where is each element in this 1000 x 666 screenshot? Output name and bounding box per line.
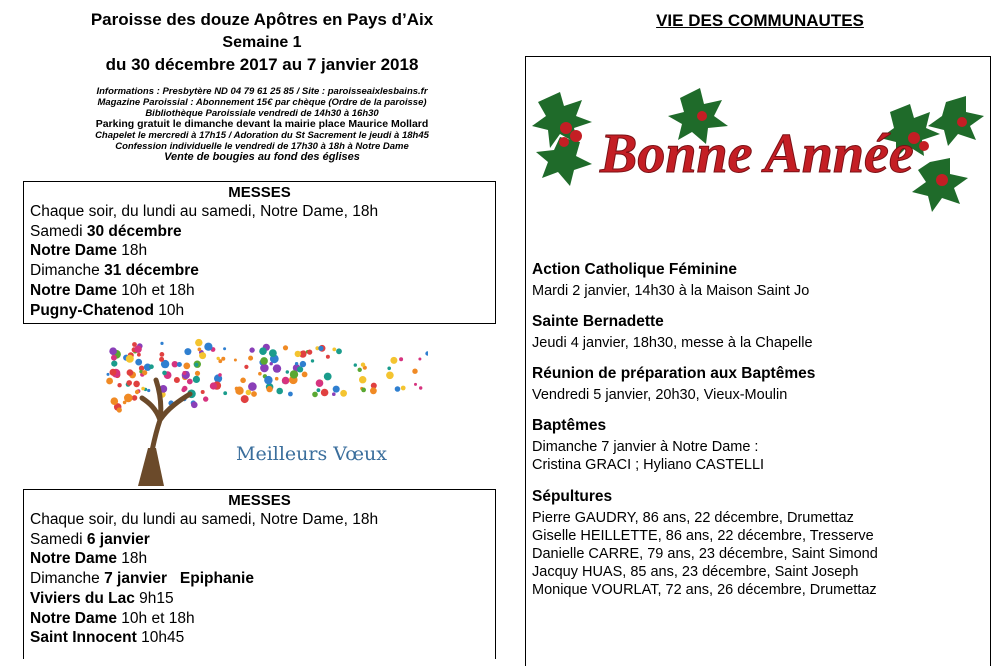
tree-leaf-dot <box>302 372 308 378</box>
tree-leaf-dot <box>127 369 134 376</box>
tree-leaf-dot <box>395 386 401 392</box>
tree-leaf-dot <box>318 346 323 351</box>
section-line-baptism-prep: Vendredi 5 janvier, 20h30, Vieux-Moulin <box>532 387 788 403</box>
tree-leaf-dot <box>401 386 406 391</box>
holly-berry <box>936 174 948 186</box>
tree-leaf-dot <box>234 359 237 362</box>
tree-leaf-dot <box>109 347 117 355</box>
tree-leaf-dot <box>336 348 342 354</box>
tree-leaf-dot <box>425 351 428 355</box>
tree-leaf-dot <box>160 352 165 357</box>
masses-saturday-location: Notre Dame 18h <box>30 550 148 568</box>
tree-leaf-dot <box>275 377 279 381</box>
tree-leaf-dot <box>283 345 288 350</box>
info-line-phone: Informations : Presbytère ND 04 79 61 25 85 / Site : paroisseaixlesbains.fr <box>96 86 428 97</box>
tree-leaf-dot <box>311 359 314 362</box>
tree-leaf-dot <box>174 377 180 383</box>
holly-berry <box>919 141 929 151</box>
tree-leaf-dot <box>107 373 110 376</box>
tree-leaf-dot <box>419 386 422 389</box>
parish-title: Paroisse des douze Apôtres en Pays d’Aix <box>90 10 434 29</box>
tree-leaf-dot <box>223 347 226 350</box>
info-line-parking: Parking gratuit le dimanche devant la mairie place Maurice Mollard <box>95 118 429 130</box>
masses-title: MESSES <box>228 492 291 509</box>
tree-leaf-dot <box>111 355 117 361</box>
tree-leaf-dot <box>358 368 362 372</box>
tree-leaf-dot <box>288 392 293 397</box>
masses-sunday-line: Dimanche 31 décembre <box>30 262 199 280</box>
tree-leaf-dot <box>359 376 366 383</box>
week-dates: du 30 décembre 2017 au 7 janvier 2018 <box>105 55 419 74</box>
tree-leaf-dot <box>117 383 121 387</box>
tree-leaf-dot <box>241 395 249 403</box>
tree-leaf-dot <box>390 357 397 364</box>
tree-leaf-dot <box>126 380 132 386</box>
holly-berry <box>570 130 582 142</box>
section-line-acf: Mardi 2 janvier, 14h30 à la Maison Saint Jo <box>532 283 810 299</box>
tree-leaf-dot <box>266 386 272 392</box>
tree-leaf-dot <box>195 339 202 346</box>
funeral-line: Giselle HEILLETTE, 86 ans, 22 décembre, Tresserve <box>532 528 874 544</box>
tree-leaf-dot <box>223 391 227 395</box>
tree-leaf-dot <box>126 355 134 363</box>
tree-leaf-dot <box>300 361 306 367</box>
tree-leaf-dot <box>260 364 269 373</box>
tree-leaf-dot <box>218 359 222 363</box>
info-line-confession: Confession individuelle le vendredi de 17h30 à 18h à Notre Dame <box>115 141 409 152</box>
tree-leaf-dot <box>198 348 202 352</box>
tree-leaf-dot <box>249 347 254 352</box>
tree-leaf-dot <box>260 357 268 365</box>
tree-leaf-dot <box>195 371 200 376</box>
tree-leaf-dot <box>147 389 150 392</box>
tree-leaf-dot <box>340 390 347 397</box>
holly-berry <box>957 117 967 127</box>
section-line-bernadette: Jeudi 4 janvier, 18h30, messe à la Chapelle <box>532 335 813 351</box>
tree-leaf-dot <box>264 376 272 384</box>
section-heading-acf: Action Catholique Féminine <box>532 261 737 278</box>
masses-sunday-location-3: Saint Innocent 10h45 <box>30 629 185 647</box>
holly-berry <box>559 137 569 147</box>
masses-sunday-location-2: Pugny-Chatenod 10h <box>30 301 185 319</box>
masses-title: MESSES <box>228 184 291 201</box>
week-label: Semaine 1 <box>222 34 302 51</box>
meilleurs-voeux-tree-image <box>98 328 428 486</box>
tree-leaf-dot <box>106 378 113 385</box>
tree-leaf-dot <box>387 367 391 371</box>
tree-leaf-dot <box>324 373 332 381</box>
holly-leaf-right-3 <box>928 96 984 146</box>
masses-saturday-line: Samedi 6 janvier <box>30 530 150 548</box>
tree-leaf-dot <box>240 378 246 384</box>
funeral-line: Danielle CARRE, 79 ans, 23 décembre, Saint Simond <box>532 546 878 562</box>
tree-leaf-dot <box>194 363 198 367</box>
tree-leaf-dot <box>134 346 141 353</box>
section-line-baptisms-1: Dimanche 7 janvier à Notre Dame : <box>532 439 759 455</box>
tree-leaf-dot <box>160 342 163 345</box>
info-line-candles: Vente de bougies au fond des églises <box>164 151 360 163</box>
tree-leaf-dot <box>332 392 336 396</box>
tree-leaf-dot <box>386 372 394 380</box>
tree-leaf-dot <box>295 351 301 357</box>
masses-sunday-line: Dimanche 7 janvier Epiphanie <box>30 570 254 588</box>
holly-banner <box>530 82 990 222</box>
section-heading-baptism-prep: Réunion de préparation aux Baptêmes <box>532 365 816 382</box>
funeral-line: Pierre GAUDRY, 86 ans, 22 décembre, Drumettaz <box>532 510 854 526</box>
tree-leaf-dot <box>354 363 357 366</box>
bonne-annee-banner <box>530 82 990 222</box>
tree-leaf-dot <box>111 397 119 405</box>
masses-sunday-location-1: Notre Dame 10h et 18h <box>30 281 195 299</box>
tree-leaf-dot <box>282 377 290 385</box>
tree-leaf-dot <box>370 387 377 394</box>
masses-saturday-location: Notre Dame 18h <box>30 242 148 260</box>
tree-leaf-dot <box>326 355 330 359</box>
tree-leaf-dot <box>361 388 366 393</box>
tree-leaf-dot <box>399 357 403 361</box>
masses-sunday-location-1: Viviers du Lac 9h15 <box>30 589 174 607</box>
tree-leaf-dot <box>218 373 222 377</box>
holly-berry <box>697 111 707 121</box>
funeral-line: Jacquy HUAS, 85 ans, 23 décembre, Saint Joseph <box>532 564 859 580</box>
tree-leaf-dot <box>117 407 122 412</box>
tree-illustration <box>98 328 428 486</box>
tree-leaf-dot <box>276 388 283 395</box>
masses-box-week2 <box>23 489 496 659</box>
tree-leaf-dot <box>193 376 200 383</box>
tree-leaf-dot <box>123 401 127 405</box>
tree-leaf-dot <box>361 363 365 367</box>
tree-leaf-dot <box>418 358 421 361</box>
bonne-annee-text: Bonne Année <box>600 123 914 185</box>
funeral-line: Monique VOURLAT, 72 ans, 26 décembre, Drumettaz <box>532 582 877 598</box>
tree-leaf-dot <box>111 361 117 367</box>
tree-leaf-dot <box>321 389 329 397</box>
tree-leaf-dot <box>273 364 281 372</box>
tree-leaf-dot <box>182 371 186 375</box>
holly-berry <box>560 122 572 134</box>
communities-title: VIE DES COMMUNAUTES <box>656 11 864 30</box>
tree-leaf-dot <box>312 392 318 398</box>
tree-leaf-dot <box>244 365 248 369</box>
tree-leaf-dot <box>248 356 253 361</box>
tree-leaf-dot <box>221 357 225 361</box>
masses-daily-line: Chaque soir, du lundi au samedi, Notre Dame, 18h <box>30 511 379 528</box>
tree-leaf-dot <box>149 364 154 369</box>
tree-leaf-dot <box>204 343 212 351</box>
tree-leaf-dot <box>133 381 140 388</box>
masses-saturday-line: Samedi 30 décembre <box>30 222 182 240</box>
tree-leaf-dot <box>182 386 187 391</box>
tree-leaf-dot <box>333 386 340 393</box>
tree-leaf-dot <box>316 379 324 387</box>
tree-leaf-dot <box>414 383 417 386</box>
tree-leaf-dot <box>159 357 164 362</box>
tree-leaf-dot <box>137 353 141 357</box>
section-heading-baptisms: Baptêmes <box>532 417 607 434</box>
info-line-library: Bibliothèque Paroissiale vendredi de 14h30 à 16h30 <box>145 108 379 119</box>
tree-leaf-dot <box>317 388 321 392</box>
tree-leaf-dot <box>332 348 336 352</box>
tree-leaf-dot <box>290 370 298 378</box>
tree-leaf-dot <box>210 382 217 389</box>
tree-leaf-dot <box>183 363 190 370</box>
tree-leaf-dot <box>246 390 252 396</box>
tree-leaf-dot <box>187 379 193 385</box>
tree-leaf-dot <box>142 370 147 375</box>
tree-leaf-dot <box>286 370 289 373</box>
masses-sunday-location-2: Notre Dame 10h et 18h <box>30 609 195 627</box>
tree-leaf-dot <box>141 387 145 391</box>
tree-leaf-dot <box>135 390 139 394</box>
parish-info <box>20 86 504 163</box>
meilleurs-voeux-text: Meilleurs Vœux <box>236 443 387 465</box>
tree-leaf-dot <box>135 359 142 366</box>
tree-leaf-dot <box>248 382 257 391</box>
section-heading-bernadette: Sainte Bernadette <box>532 313 664 330</box>
tree-leaf-dot <box>269 349 277 357</box>
info-line-chapelet: Chapelet le mercredi à 17h15 / Adoration du St Sacrement le jeudi à 18h45 <box>95 130 429 141</box>
tree-leaf-dot <box>412 369 417 374</box>
tree-leaf-dot <box>184 348 191 355</box>
tree-leaf-dot <box>258 372 262 376</box>
tree-leaf-dot <box>177 362 182 367</box>
section-heading-funerals: Sépultures <box>532 488 613 505</box>
tree-leaf-dot <box>201 390 205 394</box>
tree-leaf-dot <box>110 369 117 376</box>
info-line-magazine: Magazine Paroissial : Abonnement 15€ par chèque (Ordre de la paroisse) <box>97 97 427 108</box>
tree-leaf-dot <box>191 402 198 409</box>
tree-leaf-dot <box>259 347 267 355</box>
tree-leaf-dot <box>307 350 312 355</box>
section-line-baptisms-2: Cristina GRACI ; Hyliano CASTELLI <box>532 457 765 473</box>
tree-leaf-dot <box>235 387 243 395</box>
tree-leaf-dot <box>199 352 206 359</box>
masses-daily-line: Chaque soir, du lundi au samedi, Notre Dame, 18h <box>30 203 379 220</box>
tree-leaf-dot <box>295 362 298 365</box>
tree-leaf-dot <box>251 391 257 397</box>
masses-box-week1 <box>23 181 496 324</box>
tree-leaf-dot <box>203 396 208 401</box>
tree-leaf-dot <box>162 371 167 376</box>
